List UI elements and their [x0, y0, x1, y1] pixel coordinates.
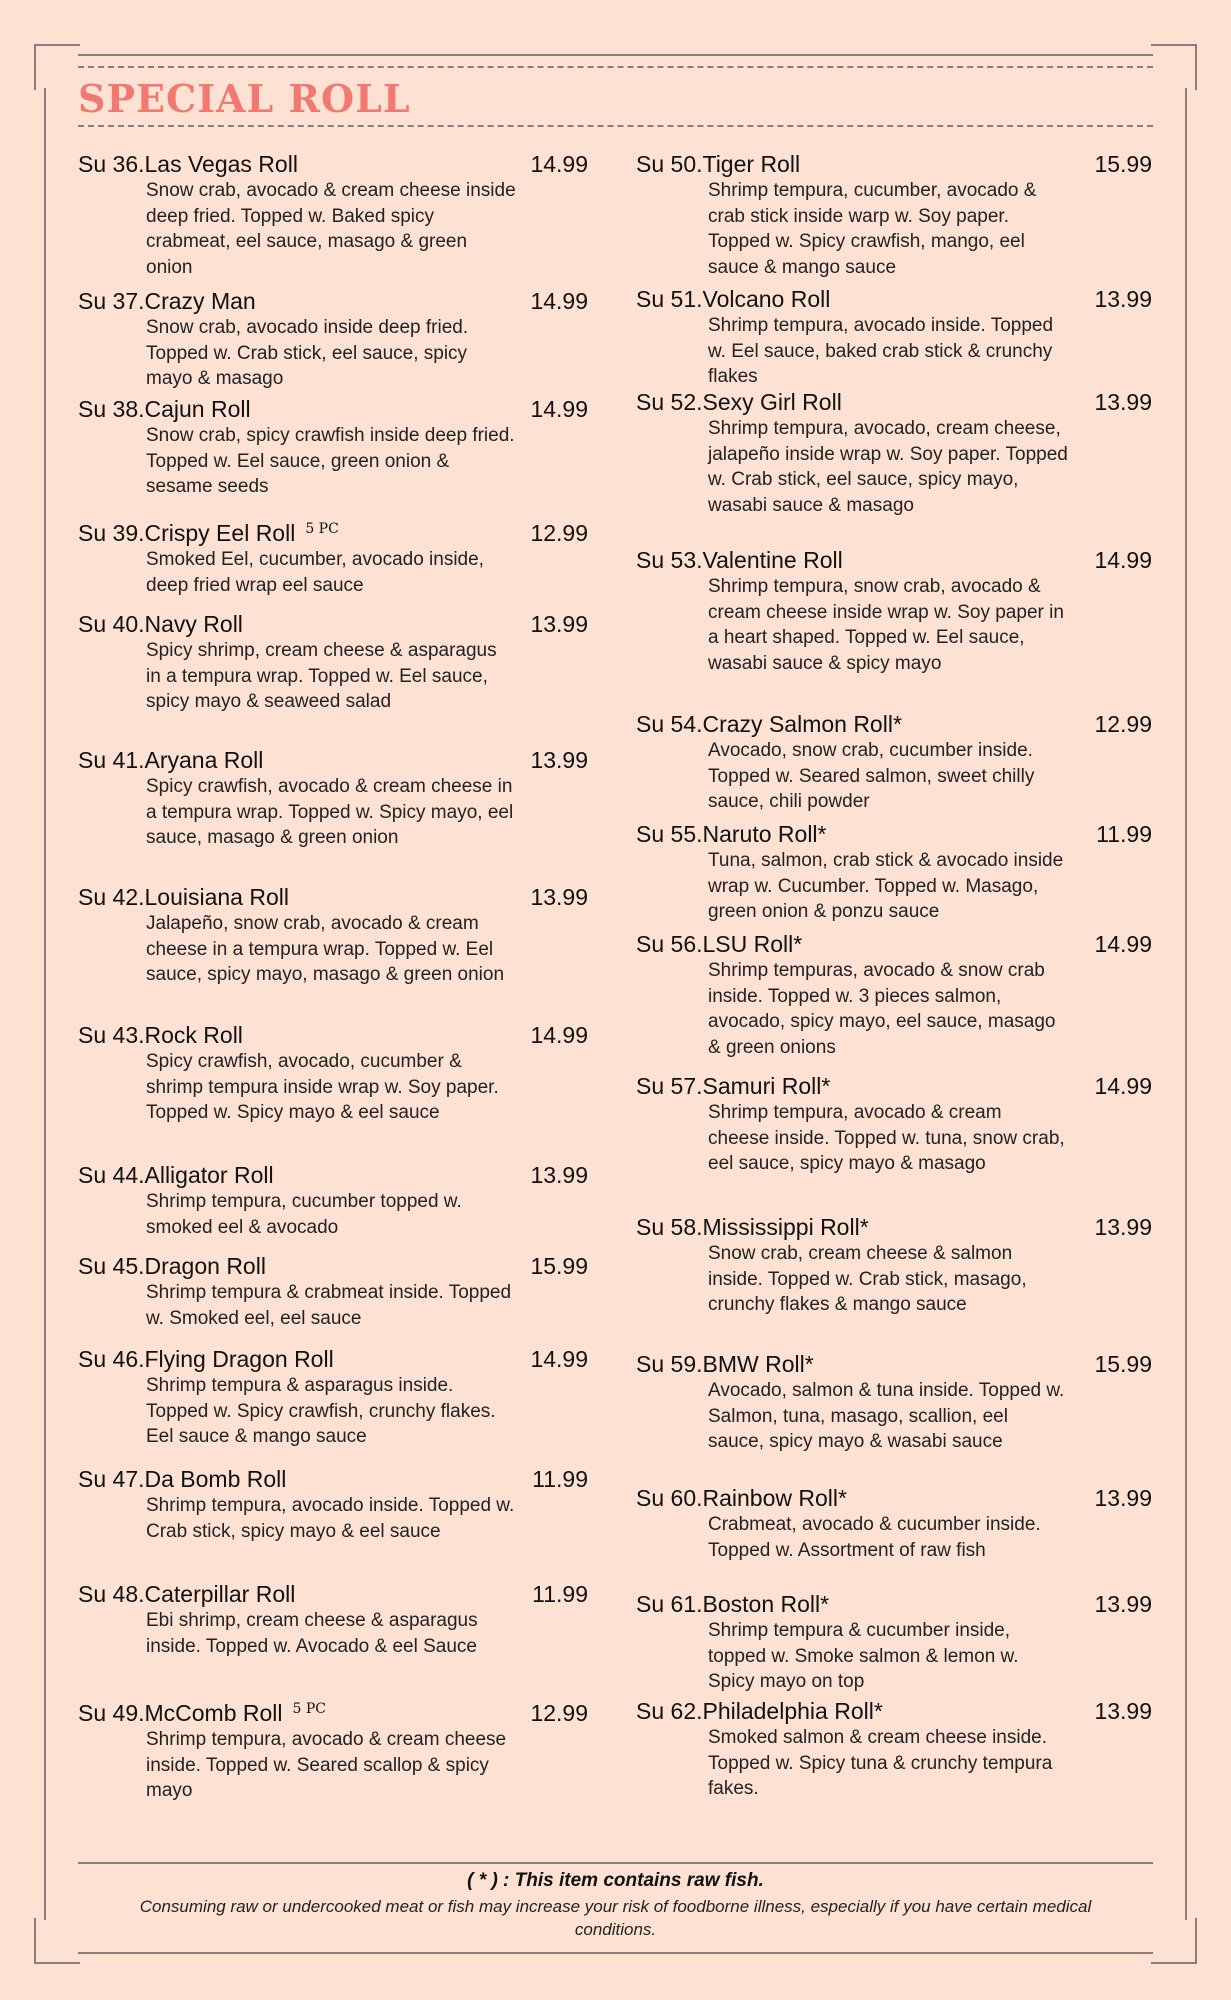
menu-item [636, 1072, 1152, 1177]
item-name-text: Dragon Roll [144, 1253, 266, 1279]
menu-item [636, 1350, 1152, 1455]
item-code: Su 62. [636, 1698, 703, 1724]
item-name [703, 546, 1083, 574]
item-name-text: Crazy Salmon Roll* [702, 711, 902, 737]
frame-corner-bottom-left [34, 1918, 80, 1964]
menu-item [636, 930, 1152, 1060]
item-name-text: Cajun Roll [144, 396, 251, 422]
item-price: 14.99 [1094, 1073, 1152, 1099]
menu-item-header [78, 1252, 588, 1280]
menu-item-header [636, 1484, 1152, 1512]
item-code: Su 60. [636, 1485, 703, 1511]
item-name [145, 1252, 519, 1280]
menu-item-header [636, 1697, 1152, 1725]
frame-corner-bottom-right [1151, 1918, 1197, 1964]
menu-item-header [78, 515, 588, 547]
health-warning: Consuming raw or undercooked meat or fish may increase your risk of foodborne illness, especially if you have certain medical conditions. [139, 1897, 1092, 1939]
title-divider-bottom [78, 125, 1153, 127]
item-description: Spicy crawfish, avocado, cucumber & shrimp tempura inside wrap w. Soy paper. Topped w. Spicy mayo & eel sauce [146, 1051, 499, 1123]
menu-item [78, 150, 588, 280]
item-price: 11.99 [532, 1581, 588, 1607]
item-description: Avocado, salmon & tuna inside. Topped w. Salmon, tuna, masago, scallion, eel sauce, spicy mayo & wasabi sauce [708, 1380, 1065, 1452]
menu-item [78, 746, 588, 851]
menu-item-header [636, 710, 1152, 738]
menu-item-header [636, 820, 1152, 848]
item-description: Snow crab, cream cheese & salmon inside. Topped w. Crab stick, masago, crunchy flakes & mango sauce [708, 1243, 1027, 1315]
item-description: Shrimp tempura, cucumber topped w. smoked eel & avocado [146, 1191, 462, 1238]
item-name-text: Crazy Man [144, 288, 256, 314]
item-name [145, 746, 519, 774]
item-name-text: BMW Roll* [702, 1351, 814, 1377]
item-description: Jalapeño, snow crab, avocado & cream cheese in a tempura wrap. Topped w. Eel sauce, spicy mayo, masago & green onion [146, 913, 505, 985]
menu-item-header [636, 1213, 1152, 1241]
item-name [703, 150, 1083, 178]
menu-item-header [78, 610, 588, 638]
menu-item [78, 1580, 588, 1659]
item-price: 15.99 [1094, 151, 1152, 177]
item-name-text: Louisiana Roll [144, 884, 289, 910]
item-name-text: Naruto Roll* [702, 821, 827, 847]
frame-right-line [1185, 88, 1187, 1920]
item-name-text: Boston Roll* [702, 1591, 830, 1617]
item-description: Shrimp tempura, cucumber, avocado & crab stick inside warp w. Soy paper. Topped w. Spicy crawfish, mango, eel sauce & mango sauce [708, 180, 1037, 278]
title-divider-top [78, 66, 1153, 68]
item-code: Su 54. [636, 711, 703, 737]
item-price: 11.99 [532, 1466, 588, 1492]
frame-corner-top-right [1151, 44, 1197, 90]
item-name [145, 515, 519, 547]
item-code: Su 37. [78, 288, 145, 314]
item-code: Su 43. [78, 1022, 145, 1048]
menu-item-header [636, 1072, 1152, 1100]
menu-item [78, 883, 588, 988]
item-name-text: McComb Roll [144, 1700, 283, 1726]
menu-item [636, 150, 1152, 280]
menu-item-header [78, 1465, 588, 1493]
menu-item [78, 610, 588, 715]
item-name-text: Alligator Roll [144, 1162, 274, 1188]
frame-corner-top-left [34, 44, 80, 90]
item-description: Shrimp tempura, avocado & cream cheese inside. Topped w. tuna, snow crab, eel sauce, spicy mayo & masago [708, 1102, 1065, 1174]
item-code: Su 38. [78, 396, 145, 422]
item-name-text: Rainbow Roll* [702, 1485, 847, 1511]
item-description: Shrimp tempura, avocado inside. Topped w. Crab stick, spicy mayo & eel sauce [146, 1495, 515, 1542]
item-name [145, 883, 519, 911]
frame-bottom-line [78, 1952, 1153, 1954]
item-name [703, 1484, 1083, 1512]
item-description: Shrimp tempuras, avocado & snow crab inside. Topped w. 3 pieces salmon, avocado, spicy mayo, eel sauce, masago & green onions [708, 960, 1056, 1058]
item-name-text: Tiger Roll [702, 151, 801, 177]
item-code: Su 57. [636, 1073, 703, 1099]
item-code: Su 46. [78, 1346, 145, 1372]
item-price: 13.99 [1094, 1698, 1152, 1724]
menu-item [78, 1161, 588, 1240]
item-code: Su 59. [636, 1351, 703, 1377]
item-price: 14.99 [530, 396, 588, 422]
item-price: 12.99 [530, 520, 588, 546]
item-name-text: LSU Roll* [702, 931, 803, 957]
item-name [703, 1350, 1083, 1378]
item-description: Spicy crawfish, avocado & cream cheese in a tempura wrap. Topped w. Spicy mayo, eel sauce, masago & green onion [146, 776, 514, 848]
item-price: 13.99 [1094, 1591, 1152, 1617]
menu-item [636, 710, 1152, 815]
item-name [145, 1465, 519, 1493]
menu-item [636, 388, 1152, 518]
item-code: Su 58. [636, 1214, 703, 1240]
item-code: Su 51. [636, 286, 703, 312]
item-price: 14.99 [530, 1346, 588, 1372]
menu-item [78, 515, 588, 598]
item-name [145, 1580, 519, 1608]
item-name [145, 1161, 519, 1189]
item-price: 12.99 [530, 1700, 588, 1726]
item-code: Su 44. [78, 1162, 145, 1188]
menu-item [78, 287, 588, 392]
menu-item [78, 395, 588, 500]
item-description: Smoked salmon & cream cheese inside. Topped w. Spicy tuna & crunchy tempura fakes. [708, 1727, 1053, 1799]
item-name [703, 1697, 1083, 1725]
menu-item-header [636, 1350, 1152, 1378]
item-name [703, 388, 1083, 416]
item-code: Su 53. [636, 547, 703, 573]
item-price: 13.99 [1094, 1214, 1152, 1240]
item-description: Snow crab, avocado inside deep fried. Topped w. Crab stick, eel sauce, spicy mayo & masago [146, 317, 469, 389]
menu-item [78, 1695, 588, 1804]
footer-divider [78, 1862, 1153, 1864]
menu-item [636, 820, 1152, 925]
item-price: 13.99 [530, 747, 588, 773]
item-code: Su 49. [78, 1700, 145, 1726]
item-name-text: Sexy Girl Roll [702, 389, 842, 415]
item-name-text: Las Vegas Roll [144, 151, 298, 177]
menu-item-header [78, 1580, 588, 1608]
menu-item-header [78, 1021, 588, 1049]
item-price: 14.99 [1094, 931, 1152, 957]
item-name-text: Mississippi Roll* [702, 1214, 869, 1240]
item-name [145, 1695, 519, 1727]
item-price: 11.99 [1096, 821, 1152, 847]
frame-left-line [44, 88, 46, 1920]
item-name-text: Volcano Roll [702, 286, 831, 312]
item-name-text: Rock Roll [144, 1022, 243, 1048]
menu-item-header [636, 285, 1152, 313]
item-price: 15.99 [530, 1253, 588, 1279]
item-price: 13.99 [1094, 286, 1152, 312]
item-description: Ebi shrimp, cream cheese & asparagus inside. Topped w. Avocado & eel Sauce [146, 1610, 478, 1657]
item-price: 14.99 [530, 151, 588, 177]
item-name [703, 930, 1083, 958]
item-description: Spicy shrimp, cream cheese & asparagus in a tempura wrap. Topped w. Eel sauce, spicy mayo & seaweed salad [146, 640, 497, 712]
item-description: Shrimp tempura, avocado inside. Topped w. Eel sauce, baked crab stick & crunchy flakes [708, 315, 1054, 387]
raw-fish-note: ( * ) : This item contains raw fish. [467, 1870, 764, 1891]
item-name [145, 1021, 519, 1049]
item-code: Su 39. [78, 520, 145, 546]
item-description: Snow crab, spicy crawfish inside deep fried. Topped w. Eel sauce, green onion & sesame seeds [146, 425, 515, 497]
item-description: Crabmeat, avocado & cucumber inside. Topped w. Assortment of raw fish [708, 1514, 1041, 1561]
frame-top-line [78, 54, 1153, 56]
item-name-text: Caterpillar Roll [144, 1581, 296, 1607]
item-code: Su 36. [78, 151, 145, 177]
item-name [703, 1213, 1083, 1241]
item-price: 15.99 [1094, 1351, 1152, 1377]
menu-item-header [78, 1695, 588, 1727]
piece-count: 5 PC [305, 521, 339, 537]
item-name-text: Samuri Roll* [702, 1073, 831, 1099]
menu-item-header [636, 1590, 1152, 1618]
item-name-text: Flying Dragon Roll [144, 1346, 334, 1372]
item-name [703, 1072, 1083, 1100]
item-name [145, 287, 519, 315]
item-name-text: Da Bomb Roll [144, 1466, 287, 1492]
item-name [145, 1345, 519, 1373]
item-code: Su 40. [78, 611, 145, 637]
item-price: 13.99 [530, 611, 588, 637]
item-name-text: Crispy Eel Roll [144, 520, 296, 546]
item-name-text: Aryana Roll [144, 747, 264, 773]
item-name [145, 610, 519, 638]
item-description: Shrimp tempura & asparagus inside. Topped w. Spicy crawfish, crunchy flakes. Eel sauce & mango sauce [146, 1375, 496, 1447]
item-description: Avocado, snow crab, cucumber inside. Topped w. Seared salmon, sweet chilly sauce, chili powder [708, 740, 1035, 812]
menu-item-header [636, 388, 1152, 416]
menu-item-header [636, 546, 1152, 574]
item-name [703, 820, 1083, 848]
item-description: Shrimp tempura & cucumber inside, topped w. Smoke salmon & lemon w. Spicy mayo on top [708, 1620, 1019, 1692]
item-code: Su 52. [636, 389, 703, 415]
menu-item-header [636, 150, 1152, 178]
menu-item-header [78, 395, 588, 423]
item-price: 13.99 [1094, 389, 1152, 415]
item-name [703, 285, 1083, 313]
menu-item [78, 1021, 588, 1126]
item-code: Su 61. [636, 1591, 703, 1617]
menu-item [636, 1484, 1152, 1563]
item-code: Su 55. [636, 821, 703, 847]
item-price: 14.99 [530, 1022, 588, 1048]
item-price: 13.99 [530, 884, 588, 910]
item-name [703, 710, 1083, 738]
item-code: Su 47. [78, 1466, 145, 1492]
item-price: 12.99 [1094, 711, 1152, 737]
item-name-text: Valentine Roll [702, 547, 843, 573]
item-price: 14.99 [1094, 547, 1152, 573]
item-description: Tuna, salmon, crab stick & avocado inside wrap w. Cucumber. Topped w. Masago, green onion & ponzu sauce [708, 850, 1064, 922]
menu-item [636, 546, 1152, 676]
menu-item [636, 285, 1152, 390]
menu-item [78, 1465, 588, 1544]
item-name [145, 395, 519, 423]
item-price: 13.99 [530, 1162, 588, 1188]
menu-item [78, 1345, 588, 1450]
menu-item [636, 1590, 1152, 1695]
page-title: SPECIAL ROLL [78, 76, 411, 121]
item-code: Su 48. [78, 1581, 145, 1607]
menu-item [78, 1252, 588, 1331]
item-description: Shrimp tempura, avocado & cream cheese inside. Topped w. Seared scallop & spicy mayo [146, 1729, 507, 1801]
item-code: Su 56. [636, 931, 703, 957]
item-description: Shrimp tempura & crabmeat inside. Topped w. Smoked eel, eel sauce [146, 1282, 512, 1329]
menu-item-header [78, 1161, 588, 1189]
menu-item-header [78, 1345, 588, 1373]
item-code: Su 41. [78, 747, 145, 773]
menu-item-header [78, 150, 588, 178]
item-price: 13.99 [1094, 1485, 1152, 1511]
item-code: Su 42. [78, 884, 145, 910]
menu-item-header [78, 883, 588, 911]
item-name [703, 1590, 1083, 1618]
item-code: Su 50. [636, 151, 703, 177]
piece-count: 5 PC [292, 1701, 327, 1717]
menu-item [636, 1697, 1152, 1802]
menu-item-header [78, 287, 588, 315]
menu-item [636, 1213, 1152, 1318]
item-description: Shrimp tempura, snow crab, avocado & cream cheese inside wrap w. Soy paper in a heart shaped. Topped w. Eel sauce, wasabi sauce & spicy mayo [708, 576, 1064, 674]
item-code: Su 45. [78, 1253, 145, 1279]
item-description: Smoked Eel, cucumber, avocado inside, deep fried wrap eel sauce [146, 549, 484, 596]
item-name [145, 150, 519, 178]
item-name-text: Navy Roll [144, 611, 243, 637]
item-description: Snow crab, avocado & cream cheese inside deep fried. Topped w. Baked spicy crabmeat, eel sauce, masago & green onion [146, 180, 516, 278]
item-name-text: Philadelphia Roll* [702, 1698, 883, 1724]
item-description: Shrimp tempura, avocado, cream cheese, jalapeño inside wrap w. Soy paper. Topped w. Crab stick, eel sauce, spicy mayo, wasabi sauce & masago [708, 418, 1068, 516]
menu-item-header [78, 746, 588, 774]
item-price: 14.99 [530, 288, 588, 314]
menu-item-header [636, 930, 1152, 958]
